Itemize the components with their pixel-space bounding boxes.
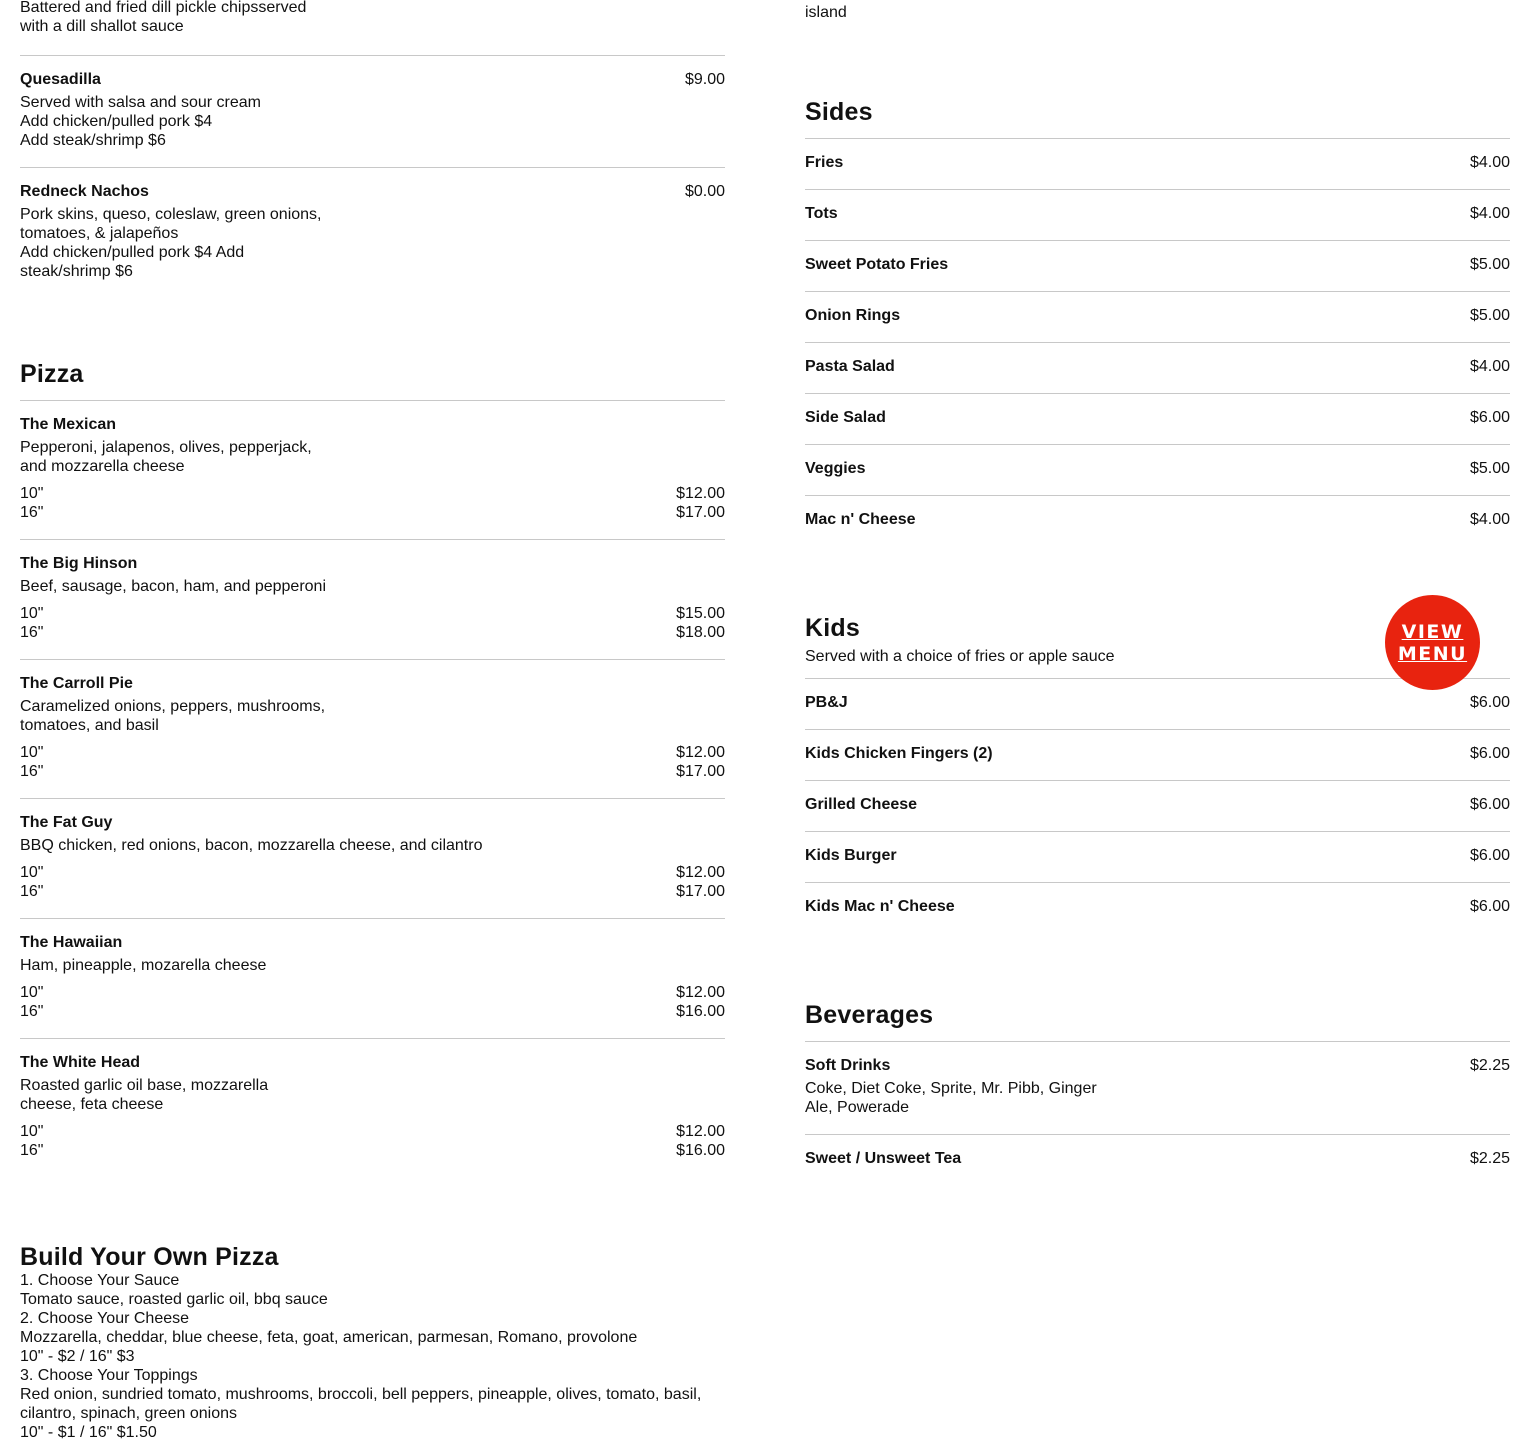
menu-item — [20, 918, 725, 1038]
build-your-own-pizza-section — [20, 1243, 725, 1442]
size-prices — [20, 743, 725, 781]
view-menu-label-line2: MENU — [1397, 642, 1468, 665]
menu-item — [805, 189, 1510, 240]
size-price: $12.00 — [676, 984, 725, 1001]
menu-item — [805, 342, 1510, 393]
menu-item — [805, 831, 1510, 882]
menu-item — [805, 444, 1510, 495]
item-price: $0.00 — [684, 183, 725, 200]
size-prices — [20, 604, 725, 642]
item-description: Coke, Diet Coke, Sprite, Mr. Pibb, Ginger Ale, Powerade — [805, 1080, 1097, 1116]
section-title: Sides — [805, 98, 873, 126]
item-name: The Hawaiian — [20, 934, 123, 951]
size-price: $16.00 — [676, 1003, 725, 1020]
size-price: $16.00 — [676, 1142, 725, 1159]
size-label: 16" — [20, 504, 44, 521]
size-label: 10" — [20, 605, 44, 622]
view-menu-label-line1: VIEW — [1401, 620, 1464, 643]
item-price: $6.00 — [1469, 745, 1510, 762]
item-description: Pepperoni, jalapenos, olives, pepperjack, and mozzarella cheese — [20, 439, 312, 475]
size-prices — [20, 983, 725, 1021]
size-label: 16" — [20, 763, 44, 780]
item-name: PB&J — [805, 694, 848, 711]
menu-item — [805, 678, 1510, 729]
menu-item — [20, 400, 725, 539]
byo-line: 3. Choose Your Toppings — [20, 1367, 198, 1384]
menu-item — [805, 1041, 1510, 1134]
menu-item — [805, 240, 1510, 291]
item-price: $4.00 — [1469, 511, 1510, 528]
item-name: Fries — [805, 154, 844, 171]
byo-line: Red onion, sundried tomato, mushrooms, broccoli, bell peppers, pineapple, olives, tomato, basil, cilantro, spinach, green onions — [20, 1386, 702, 1422]
menu-item — [20, 1038, 725, 1177]
item-name: Grilled Cheese — [805, 796, 918, 813]
menu-item — [805, 729, 1510, 780]
menu-item — [20, 55, 725, 167]
size-price: $12.00 — [676, 744, 725, 761]
item-name: The White Head — [20, 1054, 141, 1071]
size-prices — [20, 863, 725, 901]
item-price: $6.00 — [1469, 847, 1510, 864]
item-name: Kids Chicken Fingers (2) — [805, 745, 993, 762]
size-label: 16" — [20, 1142, 44, 1159]
item-price: $5.00 — [1469, 307, 1510, 324]
item-price: $4.00 — [1469, 154, 1510, 171]
item-price: $6.00 — [1469, 898, 1510, 915]
byo-line: Mozzarella, cheddar, blue cheese, feta, goat, american, parmesan, Romano, provolone — [20, 1329, 638, 1346]
section-title: Pizza — [20, 360, 84, 388]
item-name: Kids Burger — [805, 847, 897, 864]
item-description: Roasted garlic oil base, mozzarella cheese, feta cheese — [20, 1077, 269, 1113]
size-price: $12.00 — [676, 1123, 725, 1140]
byo-line: Tomato sauce, roasted garlic oil, bbq sauce — [20, 1291, 328, 1308]
item-name: Onion Rings — [805, 307, 901, 324]
section-title: Build Your Own Pizza — [20, 1243, 279, 1271]
byo-line: 2. Choose Your Cheese — [20, 1310, 190, 1327]
item-name: Sweet Potato Fries — [805, 256, 949, 273]
menu-item — [805, 393, 1510, 444]
size-label: 16" — [20, 883, 44, 900]
item-description: island — [805, 4, 847, 21]
section-title: Kids — [805, 614, 860, 642]
item-description: Pork skins, queso, coleslaw, green onions, tomatoes, & jalapeños Add chicken/pulled pork $4 Add steak/shrimp $6 — [20, 206, 322, 280]
item-name: Redneck Nachos — [20, 183, 149, 200]
sides-section — [805, 98, 1510, 546]
item-price: $4.00 — [1469, 358, 1510, 375]
size-price: $15.00 — [676, 605, 725, 622]
menu-item — [805, 291, 1510, 342]
item-name: Quesadilla — [20, 71, 101, 88]
item-price: $4.00 — [1469, 205, 1510, 222]
item-name: The Big Hinson — [20, 555, 138, 572]
size-label: 10" — [20, 744, 44, 761]
size-price: $18.00 — [676, 624, 725, 641]
item-name: Tots — [805, 205, 838, 222]
item-description: Battered and fried dill pickle chipsserved with a dill shallot sauce — [20, 0, 307, 35]
menu-item — [805, 780, 1510, 831]
pizza-section — [20, 360, 725, 1177]
item-price: $5.00 — [1469, 256, 1510, 273]
item-price: $5.00 — [1469, 460, 1510, 477]
item-name: Pasta Salad — [805, 358, 895, 375]
item-description: BBQ chicken, red onions, bacon, mozzarella cheese, and cilantro — [20, 837, 483, 854]
size-label: 10" — [20, 864, 44, 881]
section-subtitle: Served with a choice of fries or apple sauce — [805, 648, 1115, 665]
item-price: $2.25 — [1469, 1150, 1510, 1167]
item-name: Soft Drinks — [805, 1057, 891, 1074]
item-name: The Carroll Pie — [20, 675, 133, 692]
size-price: $17.00 — [676, 883, 725, 900]
size-label: 10" — [20, 1123, 44, 1140]
appetizers-continued — [20, 55, 725, 298]
menu-item — [20, 539, 725, 659]
size-label: 16" — [20, 1003, 44, 1020]
menu-item — [20, 167, 725, 298]
byo-line: 1. Choose Your Sauce — [20, 1272, 180, 1289]
item-price: $6.00 — [1469, 694, 1510, 711]
menu-item — [805, 882, 1510, 933]
item-name: Mac n' Cheese — [805, 511, 916, 528]
size-price: $12.00 — [676, 864, 725, 881]
byo-steps — [20, 1271, 725, 1442]
item-price: $2.25 — [1469, 1057, 1510, 1074]
item-name: Sweet / Unsweet Tea — [805, 1150, 962, 1167]
size-label: 10" — [20, 984, 44, 1001]
menu-item — [20, 659, 725, 798]
item-price: $6.00 — [1469, 409, 1510, 426]
item-price: $9.00 — [684, 71, 725, 88]
item-description: Ham, pineapple, mozarella cheese — [20, 957, 267, 974]
item-description: Beef, sausage, bacon, ham, and pepperoni — [20, 578, 326, 595]
size-label: 16" — [20, 624, 44, 641]
item-name: The Fat Guy — [20, 814, 113, 831]
view-menu-button[interactable] — [1385, 595, 1480, 690]
item-name: Kids Mac n' Cheese — [805, 898, 955, 915]
section-title: Beverages — [805, 1001, 934, 1029]
size-price: $17.00 — [676, 763, 725, 780]
item-name: Side Salad — [805, 409, 886, 426]
beverages-section — [805, 1001, 1510, 1185]
menu-item — [805, 1134, 1510, 1185]
size-price: $17.00 — [676, 504, 725, 521]
size-prices — [20, 484, 725, 522]
size-price: $12.00 — [676, 485, 725, 502]
menu-item — [805, 495, 1510, 546]
item-name: Veggies — [805, 460, 866, 477]
item-description: Served with salsa and sour cream Add chicken/pulled pork $4 Add steak/shrimp $6 — [20, 94, 261, 149]
size-label: 10" — [20, 485, 44, 502]
menu-item — [805, 138, 1510, 189]
item-description: Caramelized onions, peppers, mushrooms, tomatoes, and basil — [20, 698, 326, 734]
item-name: The Mexican — [20, 416, 117, 433]
item-price: $6.00 — [1469, 796, 1510, 813]
menu-item — [20, 798, 725, 918]
byo-line: 10" - $1 / 16" $1.50 — [20, 1424, 157, 1441]
byo-line: 10" - $2 / 16" $3 — [20, 1348, 135, 1365]
size-prices — [20, 1122, 725, 1160]
